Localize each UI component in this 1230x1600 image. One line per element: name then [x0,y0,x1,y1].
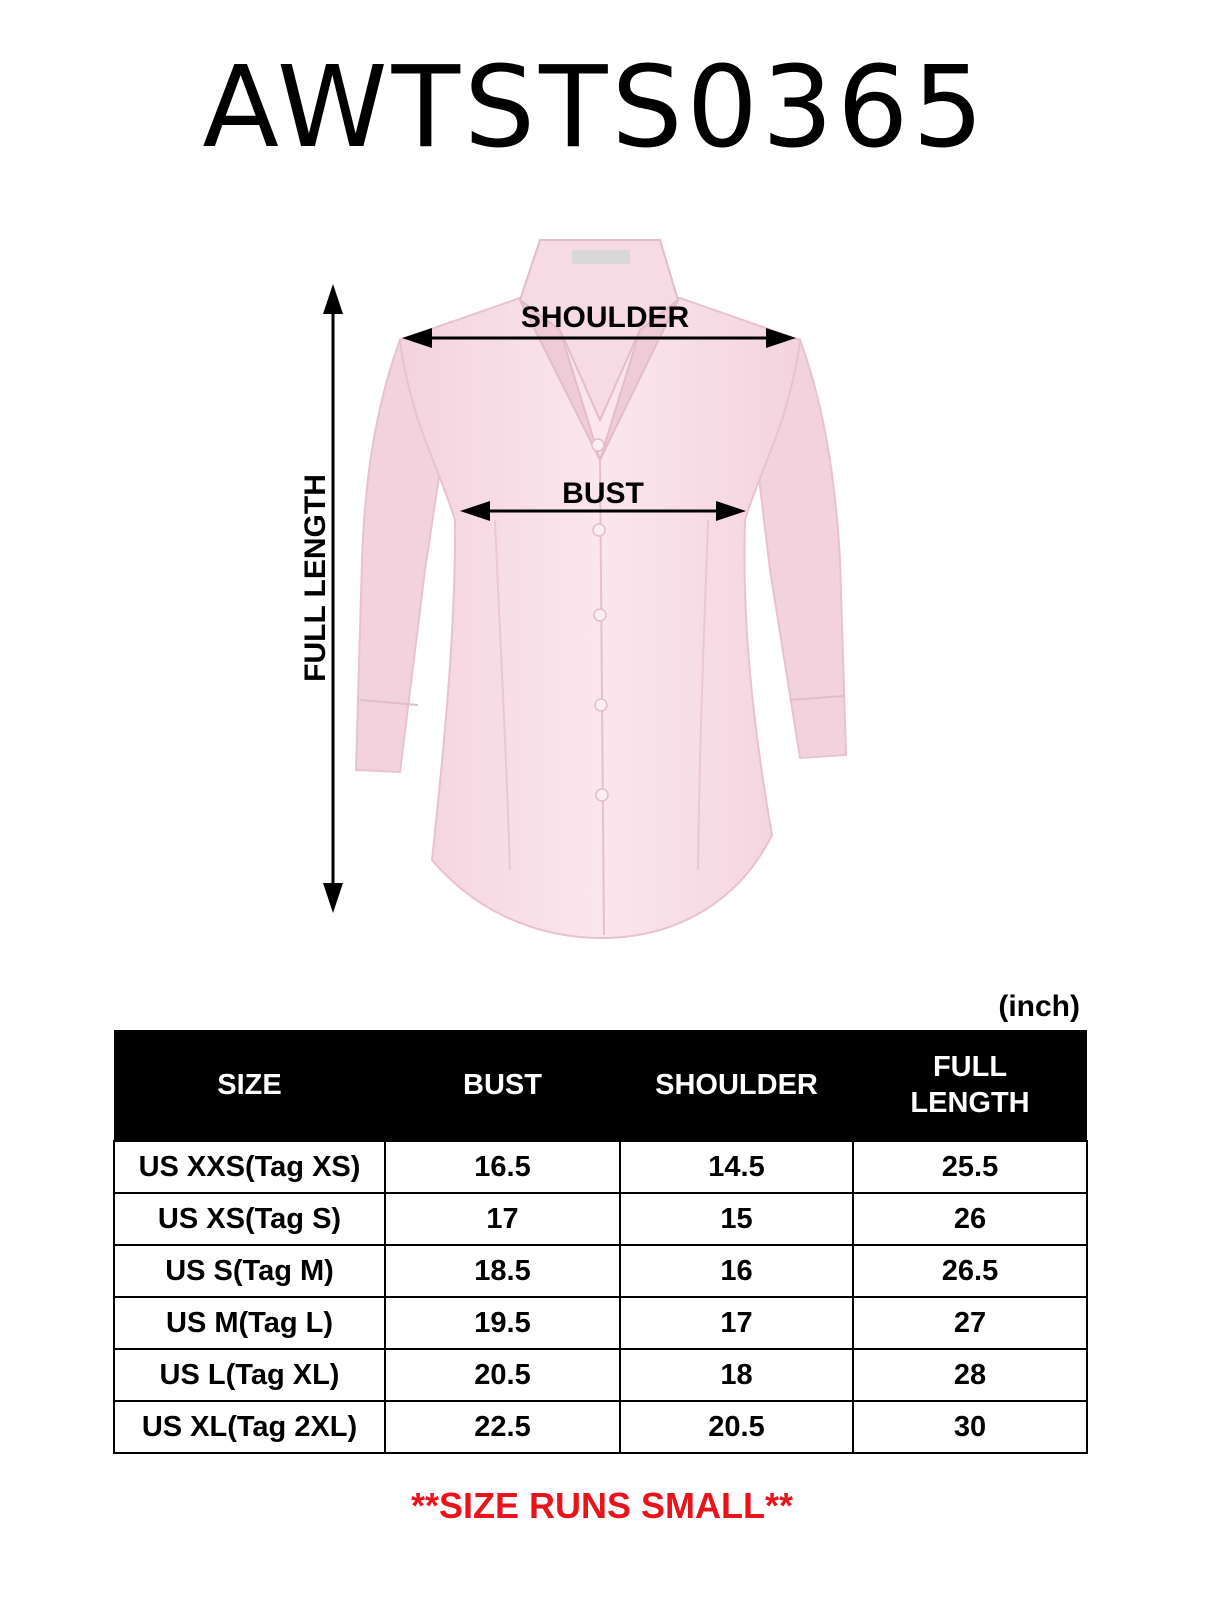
button [594,609,606,621]
shoulder-cell: 18 [620,1349,853,1401]
measurement-diagram [0,215,1230,955]
size-cell: US M(Tag L) [114,1297,385,1349]
button [592,439,604,451]
length-cell: 26.5 [853,1245,1087,1297]
table-header-row [114,1030,1087,1141]
header-full-length-line2: LENGTH [910,1087,1030,1119]
header-size: SIZE [114,1030,385,1141]
bust-cell: 20.5 [385,1349,620,1401]
table-row [114,1193,1087,1245]
size-cell: US XL(Tag 2XL) [114,1401,385,1453]
length-cell: 26 [853,1193,1087,1245]
bust-cell: 18.5 [385,1245,620,1297]
size-cell: US XXS(Tag XS) [114,1141,385,1193]
table-row [114,1141,1087,1193]
length-cell: 27 [853,1297,1087,1349]
header-full-length [853,1030,1087,1141]
bust-label: BUST [562,477,644,510]
length-cell: 30 [853,1401,1087,1453]
bust-cell: 19.5 [385,1297,620,1349]
size-cell: US L(Tag XL) [114,1349,385,1401]
neck-label [572,250,630,264]
length-cell: 25.5 [853,1141,1087,1193]
shoulder-label: SHOULDER [520,301,690,334]
arrowhead-top [323,284,343,314]
size-cell: US XS(Tag S) [114,1193,385,1245]
bust-cell: 16.5 [385,1141,620,1193]
table-row [114,1349,1087,1401]
header-bust: BUST [385,1030,620,1141]
size-chart-table [113,1030,1088,1454]
product-code-title: AWTSTS0365 [202,43,988,173]
length-cell: 28 [853,1349,1087,1401]
size-runs-small-note: **SIZE RUNS SMALL** [410,1485,794,1526]
table-row [114,1401,1087,1453]
shoulder-cell: 20.5 [620,1401,853,1453]
shoulder-cell: 17 [620,1297,853,1349]
shoulder-cell: 14.5 [620,1141,853,1193]
size-cell: US S(Tag M) [114,1245,385,1297]
unit-label: (inch) [998,990,1080,1023]
table-row [114,1245,1087,1297]
header-shoulder: SHOULDER [620,1030,853,1141]
button [596,789,608,801]
bust-cell: 17 [385,1193,620,1245]
shoulder-cell: 16 [620,1245,853,1297]
shoulder-cell: 15 [620,1193,853,1245]
button [595,699,607,711]
arrowhead-bottom [323,883,343,913]
button [593,524,605,536]
full-length-label: FULL LENGTH [299,474,332,682]
table-row [114,1297,1087,1349]
header-full-length-line1: FULL [932,1050,1008,1083]
bust-cell: 22.5 [385,1401,620,1453]
